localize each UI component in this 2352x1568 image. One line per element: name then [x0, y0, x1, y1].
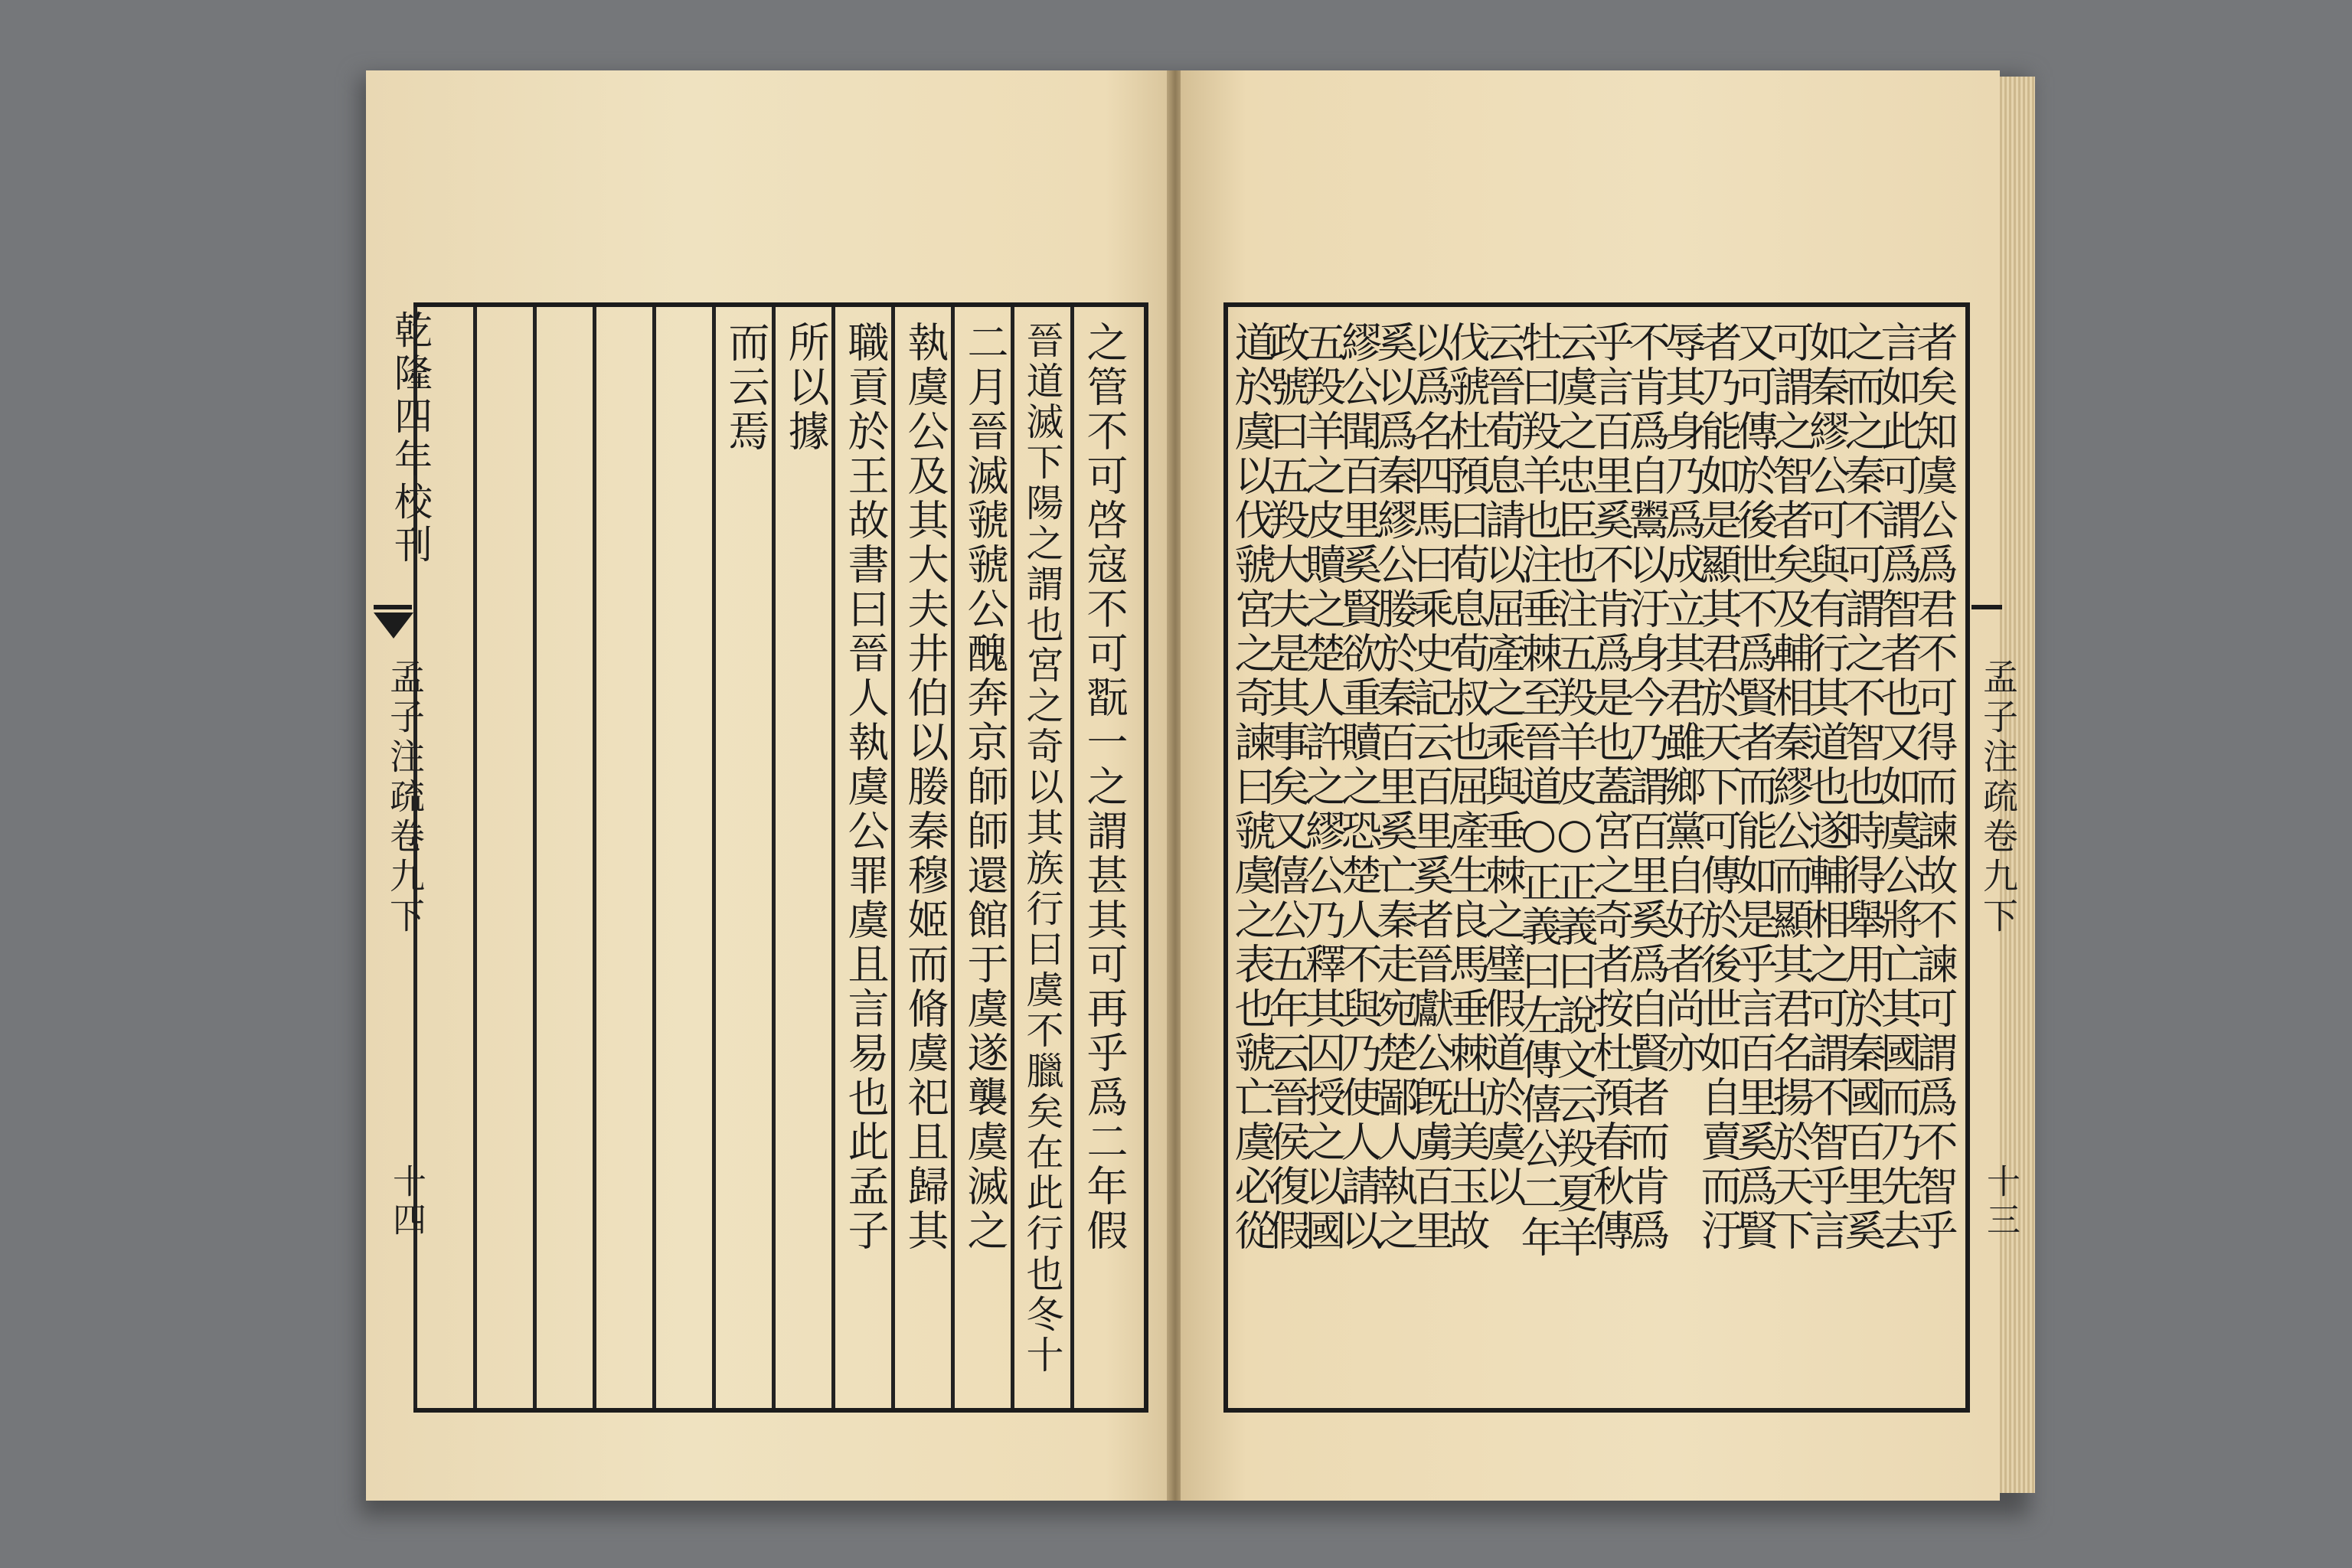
book-title: 孟子注疏卷九下	[384, 658, 426, 937]
text-column: 云虞之忠臣也注五羖羊皮○正義曰說文云羖夏羊	[1550, 321, 1599, 1260]
text-column: 五羖羊之皮贖之楚人許之繆公乃釋其囚授之以國	[1298, 321, 1347, 1253]
text-column: 又可傳於後世不爲賢者而能如是乎言百里奚爲賢	[1730, 321, 1779, 1253]
text-column: 乎言百里奚不肯爲是也蓋宮之奇者按杜預春秋傳	[1586, 321, 1635, 1253]
right-text-frame	[1223, 302, 1970, 1413]
column-rule	[772, 307, 776, 1408]
text-column: 如秦繆公可與有行其道也遂輔相之可謂不智乎言	[1802, 321, 1851, 1253]
text-column: 奚以爲秦繆公媵於秦百里奚亡秦走宛楚鄙人執之	[1370, 321, 1419, 1253]
text-column: 不肯爲自鬻以汙身今乃謂百里奚爲自賢者而肯爲	[1622, 321, 1671, 1253]
column-rule	[652, 307, 656, 1408]
text-column: 可謂之智者矣及輔相秦繆公而顯其君名揚於天下	[1766, 321, 1815, 1253]
text-column: 者乃能如是顯其君於天下可傳於後世如自賣而汙	[1694, 321, 1743, 1253]
fishtail-bar	[1971, 605, 2002, 609]
column-rule	[1070, 307, 1074, 1408]
text-column: 晉道滅下陽之謂也宮之奇以其族行曰虞不臘矣在此行也冬十	[1021, 321, 1064, 1376]
book-title: 孟子注疏卷九下	[1978, 658, 2019, 937]
text-column: 者矣知虞公爲君不可得而諫故不諫可謂爲不智乎	[1910, 321, 1958, 1253]
left-text-frame	[413, 302, 1148, 1413]
text-column: 政號曰五羖大夫是其事矣又僖公五年云晉侯復假	[1263, 321, 1311, 1253]
text-column: 所以據	[782, 321, 830, 454]
leaf-number: 十三	[1981, 1164, 2020, 1240]
leaf-number: 十四	[387, 1164, 426, 1240]
text-column: 而云焉	[722, 321, 770, 454]
column-rule	[593, 307, 596, 1408]
text-column: 二月晉滅虢虢公醜奔京師師還館于虞遂襲虞滅之	[961, 321, 1009, 1253]
text-column: 繆公聞百里奚賢欲重贖之恐楚人不與乃使人請以	[1334, 321, 1383, 1253]
fishtail-mark	[374, 612, 413, 639]
column-rule	[891, 307, 895, 1408]
column-rule	[533, 307, 537, 1408]
edition-note: 乾隆四年校刊	[388, 310, 433, 567]
text-column: 職貢於王故書曰晉人執虞公罪虞且言易也此孟子	[841, 321, 890, 1253]
text-column: 之而之秦不可謂之不智也時得舉用於秦國百里奚	[1838, 321, 1886, 1253]
column-rule	[712, 307, 716, 1408]
text-column: 牡曰羖羊也注垂棘至晉道○正義曰左傳僖公二年	[1514, 321, 1563, 1260]
column-rule	[831, 307, 835, 1408]
column-rule	[473, 307, 477, 1408]
text-column: 言如此可謂爲智者也又如虞公將亡其國而乃先去	[1874, 321, 1922, 1253]
text-column: 云晉荀息請以屈產之乘與垂棘之璧假道於虞以	[1478, 321, 1527, 1209]
text-column: 以爲名四馬曰乘史記云百里奚者晉獻公旣虜百里	[1406, 321, 1455, 1253]
column-rule	[1011, 307, 1014, 1408]
text-column: 執虞公及其大夫井伯以媵秦穆姬而脩虞祀且歸其	[901, 321, 949, 1253]
column-rule	[951, 307, 955, 1408]
text-column: 辱其身乃爲成立其君雖鄉黨自好者尚亦	[1658, 321, 1707, 1076]
text-column: 伐虢杜預曰荀息荀叔也屈產生良馬垂棘出美玉故	[1442, 321, 1491, 1253]
text-column: 之管不可啓寇不可翫一之謂甚其可再乎爲二年假	[1080, 321, 1129, 1253]
text-column: 道於虞以伐虢宮之奇諫曰虢虞之表也虢亡虞必從	[1228, 321, 1276, 1253]
fishtail-bar	[374, 605, 412, 609]
